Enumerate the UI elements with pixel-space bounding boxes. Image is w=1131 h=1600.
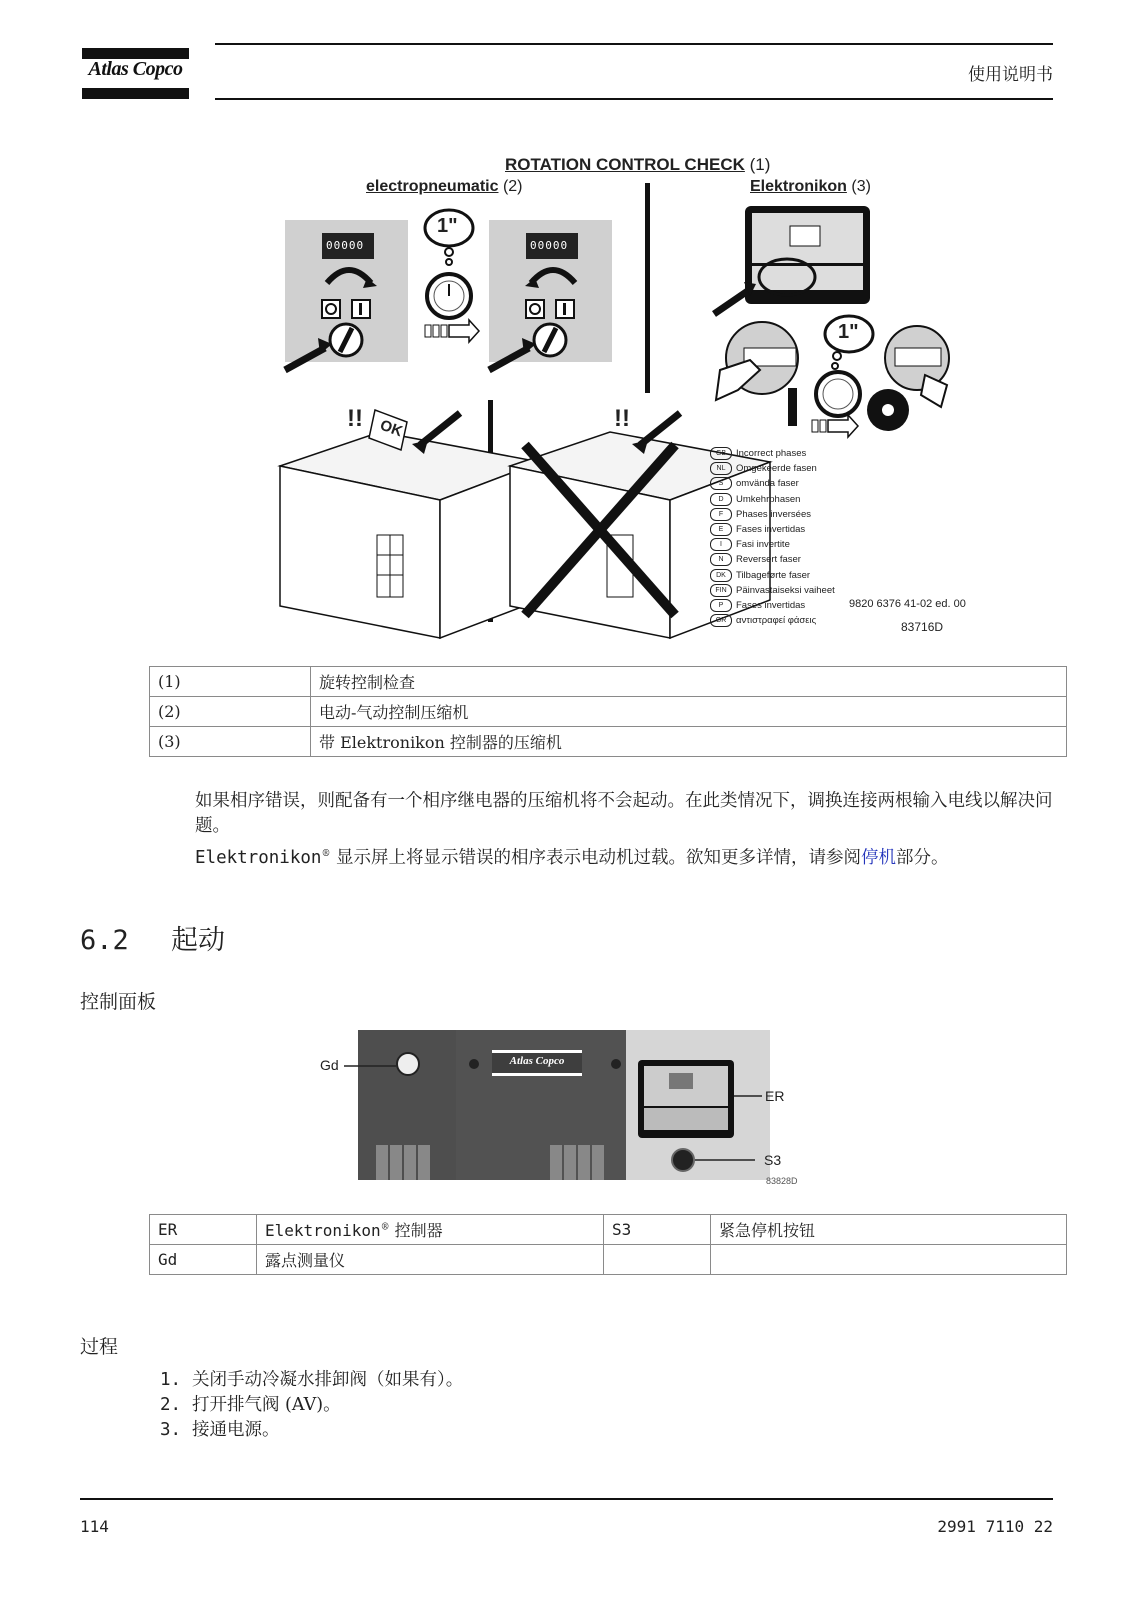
phase-legend-item bbox=[710, 598, 835, 613]
list-item bbox=[160, 1393, 463, 1418]
section-title: 起动 bbox=[171, 925, 226, 956]
list-item bbox=[160, 1368, 463, 1393]
table-row bbox=[150, 667, 1067, 697]
timer-label-right: 1" bbox=[838, 321, 859, 343]
legend-key: (1) bbox=[150, 667, 311, 697]
phase-legend-text: Reversert faser bbox=[736, 554, 801, 566]
figure1-doc-ref: 9820 6376 41-02 ed. 00 bbox=[849, 598, 966, 610]
warning-mark-wrong: !! bbox=[614, 405, 630, 432]
phase-legend-text: Omgekeerde fasen bbox=[736, 463, 817, 475]
phase-legend-text: Umkehrphasen bbox=[736, 493, 801, 505]
phase-legend-item bbox=[710, 446, 835, 461]
phase-legend-text: Fasi invertite bbox=[736, 539, 790, 551]
shutdown-link[interactable]: 停机 bbox=[861, 847, 896, 868]
phase-legend-item bbox=[710, 552, 835, 567]
legend-value: 紧急停机按钮 bbox=[711, 1215, 1067, 1245]
country-code-badge: DK bbox=[710, 569, 732, 582]
legend-key bbox=[604, 1245, 711, 1275]
overload-suffix: 部分。 bbox=[896, 847, 949, 868]
country-code-badge: N bbox=[710, 553, 732, 566]
procedure-steps bbox=[160, 1368, 463, 1443]
step-text: 打开排气阀 (AV)。 bbox=[192, 1395, 341, 1415]
electropneumatic-text: electropneumatic bbox=[366, 178, 499, 195]
country-code-badge: P bbox=[710, 599, 732, 612]
elektronikon-ref: (3) bbox=[851, 178, 871, 195]
figure1-legend-table bbox=[149, 666, 1067, 757]
table-row bbox=[150, 1245, 1067, 1275]
country-code-badge: E bbox=[710, 523, 732, 536]
document-number: 2991 7110 22 bbox=[937, 1517, 1053, 1536]
country-code-badge: S bbox=[710, 477, 732, 490]
country-code-badge: GB bbox=[710, 447, 732, 460]
country-code-badge: D bbox=[710, 493, 732, 506]
overload-paragraph bbox=[195, 842, 1075, 871]
label-gd: Gd bbox=[320, 1057, 339, 1073]
step-number: 3. bbox=[160, 1420, 182, 1440]
incorrect-phases-legend bbox=[710, 446, 835, 628]
compressor-ok-illustration bbox=[280, 410, 540, 638]
figure1-image-id: 83716D bbox=[901, 620, 944, 634]
legend-value-prefix: Elektronikon bbox=[265, 1221, 381, 1240]
country-code-badge: GR bbox=[710, 614, 732, 627]
step-number: 2. bbox=[160, 1395, 182, 1415]
country-code-badge: FIN bbox=[710, 584, 732, 597]
legend-key: (2) bbox=[150, 697, 311, 727]
country-code-badge: NL bbox=[710, 462, 732, 475]
phase-legend-text: Tilbageførte faser bbox=[736, 569, 811, 581]
phase-legend-text: omvända faser bbox=[736, 478, 799, 490]
phase-legend-item bbox=[710, 613, 835, 628]
legend-key: ER bbox=[150, 1215, 257, 1245]
label-er: ER bbox=[765, 1088, 785, 1104]
elektronikon-name: Elektronikon bbox=[195, 847, 322, 868]
registered-mark: ® bbox=[321, 849, 331, 859]
legend-value: 旋转控制检查 bbox=[311, 667, 1067, 697]
procedure-subheading: 过程 bbox=[80, 1336, 119, 1358]
legend-key: (3) bbox=[150, 727, 311, 757]
phase-legend-item bbox=[710, 537, 835, 552]
phase-legend-text: Fases invertidas bbox=[736, 524, 806, 536]
country-code-badge: I bbox=[710, 538, 732, 551]
phase-legend-item bbox=[710, 492, 835, 507]
page-number: 114 bbox=[80, 1517, 109, 1536]
control-panel-figure bbox=[320, 1030, 798, 1190]
figure2-image-id: 83828D bbox=[766, 1176, 798, 1186]
table-row bbox=[150, 697, 1067, 727]
counter-display-1: 00000 bbox=[326, 239, 365, 252]
electropneumatic-ref: (2) bbox=[502, 178, 523, 195]
legend-value: 带 Elektronikon 控制器的压缩机 bbox=[311, 727, 1067, 757]
legend-value-prefix: 露点测量仪 bbox=[265, 1251, 346, 1270]
control-panel-subheading: 控制面板 bbox=[80, 991, 157, 1013]
legend-key: Gd bbox=[150, 1245, 257, 1275]
phase-legend-text: Päinvastaiseksi vaiheet bbox=[736, 584, 835, 596]
elektronikon-controller-illustration bbox=[714, 206, 870, 314]
phase-legend-item bbox=[710, 476, 835, 491]
control-panel-photo bbox=[320, 1030, 770, 1190]
phase-legend-item bbox=[710, 461, 835, 476]
phase-legend-item bbox=[710, 507, 835, 522]
figure-title-text: ROTATION CONTROL CHECK bbox=[505, 155, 745, 174]
panel-logo: Atlas Copco bbox=[509, 1055, 565, 1067]
phase-legend-text: Fases invertidas bbox=[736, 600, 806, 612]
timer-label-left: 1" bbox=[437, 215, 458, 237]
section-number: 6.2 bbox=[80, 925, 129, 956]
step-number: 1. bbox=[160, 1370, 182, 1390]
legend-value bbox=[257, 1245, 604, 1275]
figure-title-ref: (1) bbox=[749, 155, 771, 174]
label-s3: S3 bbox=[764, 1152, 782, 1168]
legend-value: 电动-气动控制压缩机 bbox=[311, 697, 1067, 727]
legend-value-suffix: 控制器 bbox=[389, 1221, 443, 1240]
phase-legend-item bbox=[710, 522, 835, 537]
table-row bbox=[150, 1215, 1067, 1245]
phase-legend-text: αντιστραφεί φάσεις bbox=[736, 615, 817, 627]
start-button-hand-illustration bbox=[716, 316, 949, 437]
country-code-badge: F bbox=[710, 508, 732, 521]
elektronikon-text: Elektronikon bbox=[750, 178, 847, 195]
phase-legend-text: Phases inversées bbox=[736, 508, 811, 520]
overload-text: 显示屏上将显示错误的相序表示电动机过载。欲知更多详情，请参阅 bbox=[330, 847, 861, 868]
legend-key: S3 bbox=[604, 1215, 711, 1245]
phase-legend-text: Incorrect phases bbox=[736, 448, 807, 459]
document-type: 使用说明书 bbox=[968, 65, 1053, 85]
rotation-check-illustration bbox=[0, 0, 1131, 640]
section-heading bbox=[80, 918, 225, 957]
step-text: 接通电源。 bbox=[192, 1420, 280, 1440]
legend-value bbox=[257, 1215, 604, 1245]
footer-rule bbox=[80, 1498, 1053, 1500]
table-row bbox=[150, 727, 1067, 757]
ok-label: OK bbox=[377, 416, 405, 441]
rotation-check-figure bbox=[0, 0, 1131, 640]
phase-legend-item bbox=[710, 583, 835, 598]
step-text: 关闭手动冷凝水排卸阀（如果有）。 bbox=[192, 1370, 464, 1390]
legend-value bbox=[711, 1245, 1067, 1275]
counter-display-2: 00000 bbox=[530, 239, 569, 252]
phase-sequence-paragraph: 如果相序错误，则配备有一个相序继电器的压缩机将不会起动。在此类情况下，调换连接两根输入电线以解决问题。 bbox=[195, 791, 1053, 836]
registered-mark: ® bbox=[380, 1222, 390, 1233]
warning-mark-ok: !! bbox=[347, 405, 363, 432]
phase-legend-item bbox=[710, 568, 835, 583]
atlas-copco-logo: Atlas Copco bbox=[88, 58, 183, 80]
list-item bbox=[160, 1418, 463, 1443]
control-panel-legend-table bbox=[149, 1214, 1067, 1275]
